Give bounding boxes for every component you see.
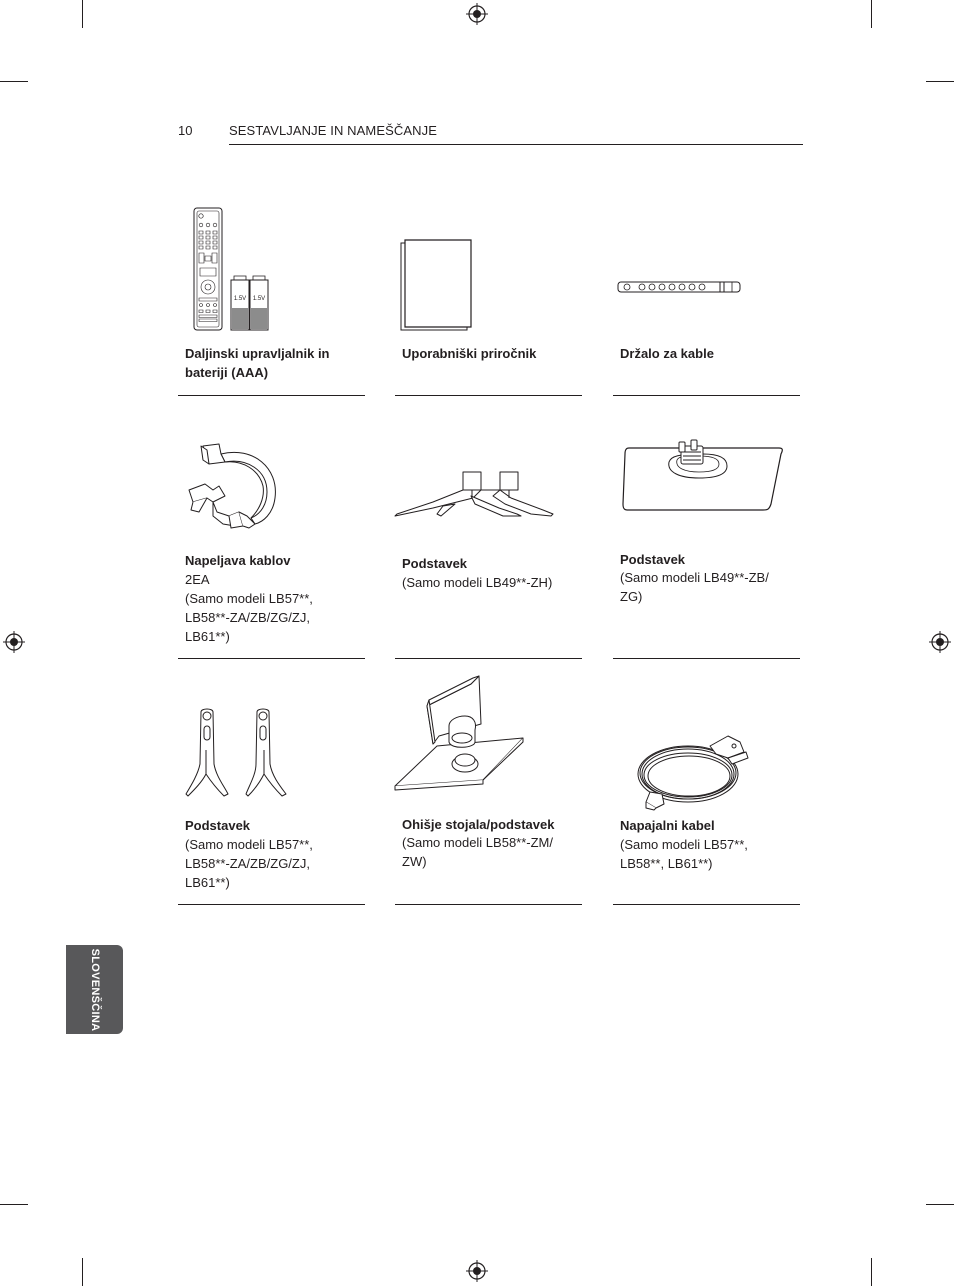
item-caption bbox=[620, 816, 807, 873]
item-detail: LB58**, LB61**) bbox=[620, 856, 713, 871]
crop-mark bbox=[0, 1204, 28, 1205]
item-divider bbox=[178, 904, 365, 905]
battery-icon bbox=[231, 276, 249, 330]
crop-mark bbox=[82, 1258, 83, 1286]
item-detail: LB58**-ZA/ZB/ZG/ZJ, bbox=[185, 856, 310, 871]
remote-control-illustration bbox=[192, 206, 272, 332]
crop-mark bbox=[871, 1258, 872, 1286]
item-detail: LB58**-ZA/ZB/ZG/ZJ, bbox=[185, 610, 310, 625]
page-number: 10 bbox=[178, 123, 193, 138]
item-title: bateriji (AAA) bbox=[185, 365, 269, 380]
item-caption bbox=[185, 551, 372, 646]
item-detail: (Samo modeli LB57**, bbox=[620, 837, 748, 852]
crop-mark bbox=[82, 0, 83, 28]
item-divider bbox=[613, 658, 800, 659]
registration-mark-icon bbox=[929, 631, 951, 653]
item-detail: (Samo modeli LB57**, bbox=[185, 591, 313, 606]
stand-body-illustration bbox=[393, 672, 525, 792]
stand-illustration bbox=[621, 438, 785, 514]
item-title: Podstavek bbox=[620, 552, 686, 567]
item-detail: (Samo modeli LB58**-ZM/ bbox=[402, 835, 553, 850]
item-caption bbox=[402, 817, 589, 871]
registration-mark-icon bbox=[466, 3, 488, 25]
item-detail: LB61**) bbox=[185, 875, 230, 890]
item-detail: 2EA bbox=[185, 572, 210, 587]
item-detail: (Samo modeli LB49**-ZB/ bbox=[620, 570, 769, 585]
item-detail: ZG) bbox=[620, 589, 643, 604]
item-title: Uporabniški priročnik bbox=[402, 346, 537, 361]
stand-legs-illustration bbox=[184, 706, 294, 800]
item-title: Podstavek bbox=[402, 556, 468, 571]
battery-label: 1.5V bbox=[252, 296, 266, 302]
battery-label: 1.5V bbox=[233, 296, 247, 302]
crop-mark bbox=[0, 81, 28, 82]
item-detail: ZW) bbox=[402, 854, 427, 869]
section-title: SESTAVLJANJE IN NAMEŠČANJE bbox=[229, 123, 437, 138]
item-caption bbox=[402, 344, 589, 363]
item-title: Napeljava kablov bbox=[185, 553, 291, 568]
language-tab bbox=[66, 945, 123, 1034]
item-caption bbox=[185, 816, 372, 892]
item-title: Držalo za kable bbox=[620, 346, 714, 361]
cable-holder-illustration bbox=[616, 280, 744, 294]
item-title: Podstavek bbox=[185, 818, 251, 833]
header-divider bbox=[229, 144, 803, 145]
registration-mark-icon bbox=[466, 1260, 488, 1282]
item-divider bbox=[395, 904, 582, 905]
item-title: Daljinski upravljalnik in bbox=[185, 346, 330, 361]
power-cord-illustration bbox=[636, 734, 754, 810]
item-caption bbox=[402, 554, 589, 592]
item-divider bbox=[395, 658, 582, 659]
stand-illustration bbox=[393, 470, 555, 520]
battery-icon bbox=[250, 276, 268, 330]
item-detail: (Samo modeli LB57**, bbox=[185, 837, 313, 852]
crop-mark bbox=[926, 81, 954, 82]
item-divider bbox=[613, 904, 800, 905]
crop-mark bbox=[871, 0, 872, 28]
item-caption bbox=[185, 344, 372, 382]
owners-manual-illustration bbox=[399, 238, 475, 332]
language-label: SLOVENŠČINA bbox=[88, 948, 101, 1031]
item-divider bbox=[178, 395, 365, 396]
item-title: Napajalni kabel bbox=[620, 818, 715, 833]
item-caption bbox=[620, 552, 807, 606]
item-detail: LB61**) bbox=[185, 629, 230, 644]
item-divider bbox=[613, 395, 800, 396]
item-divider bbox=[395, 395, 582, 396]
crop-mark bbox=[926, 1204, 954, 1205]
item-detail: (Samo modeli LB49**-ZH) bbox=[402, 575, 553, 590]
item-caption bbox=[620, 344, 807, 363]
item-title: Ohišje stojala/podstavek bbox=[402, 817, 555, 832]
cable-management-illustration bbox=[183, 440, 283, 532]
registration-mark-icon bbox=[3, 631, 25, 653]
item-divider bbox=[178, 658, 365, 659]
